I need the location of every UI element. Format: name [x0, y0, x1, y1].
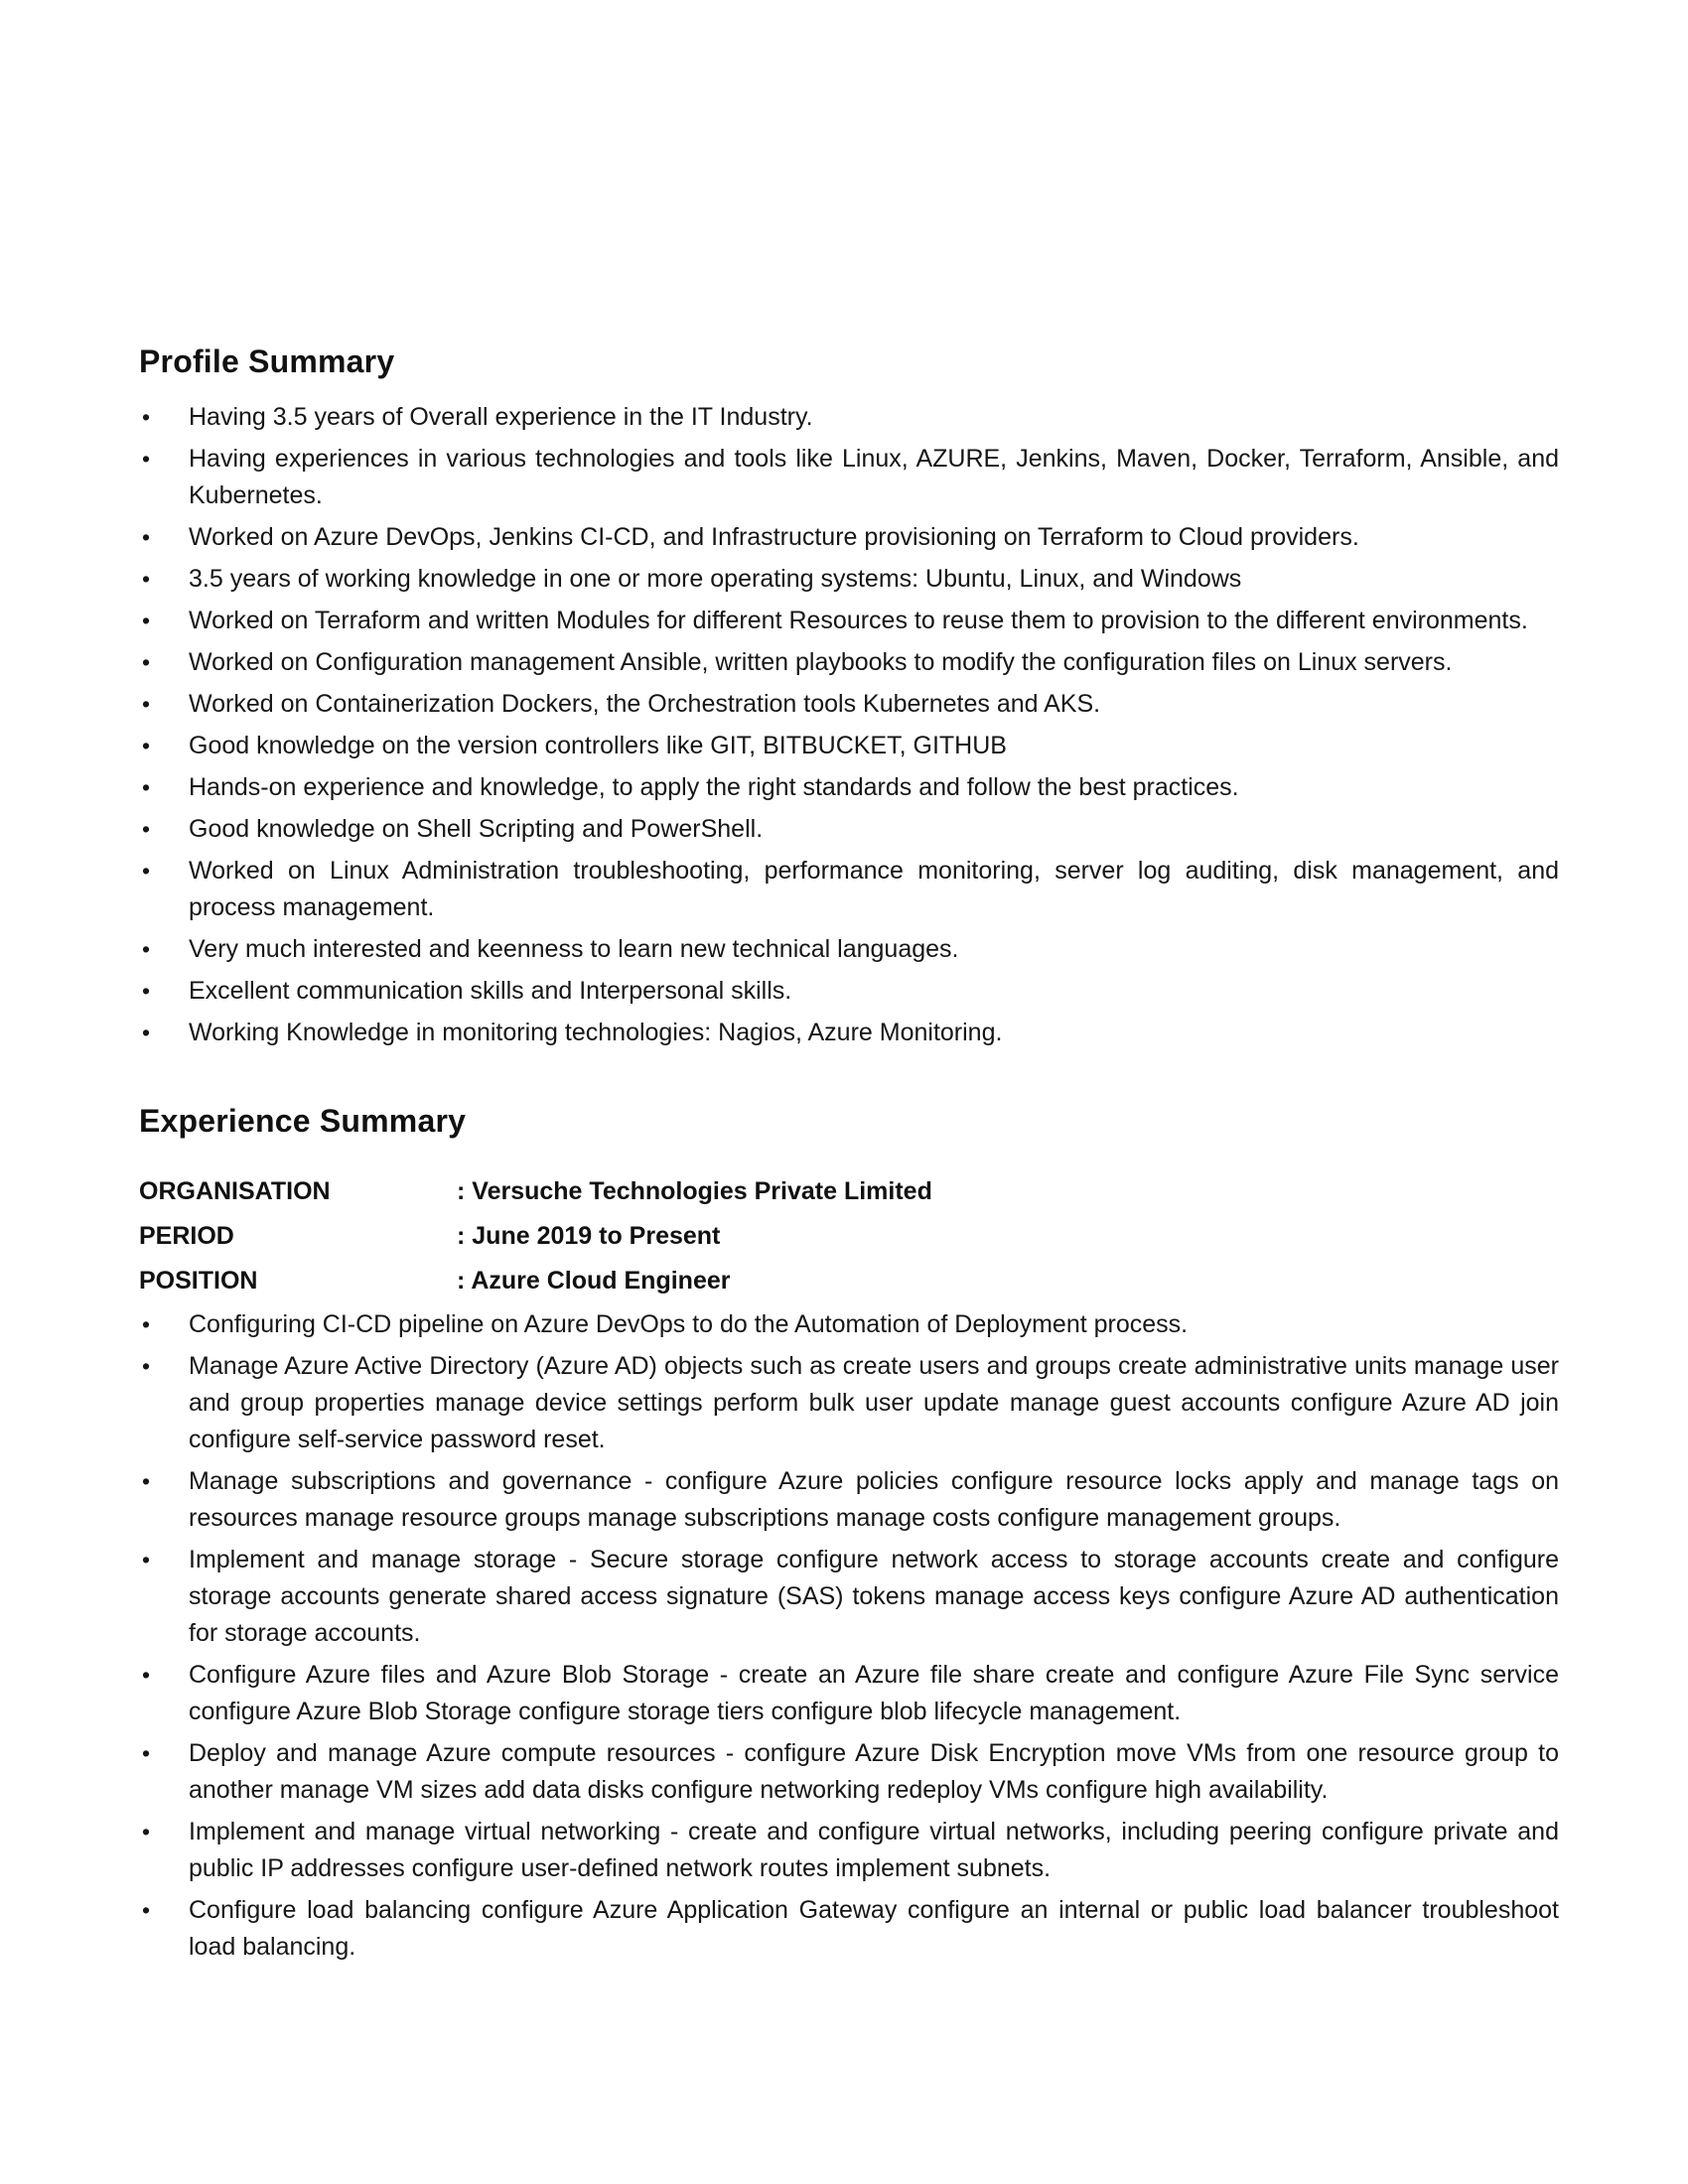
period-label: PERIOD [139, 1222, 234, 1250]
profile-bullet-item: • Very much interested and keenness to learn new technical languages. [139, 931, 1559, 968]
profile-bullet-item: • Good knowledge on Shell Scripting and PowerShell. [139, 811, 1559, 848]
profile-bullet-item: • Good knowledge on the version controllers like GIT, BITBUCKET, GITHUB [139, 728, 1559, 764]
period-row [139, 1217, 1559, 1255]
experience-bullet-item: • Deploy and manage Azure compute resources - configure Azure Disk Encryption move VMs from one resource group to another manage VM sizes add data disks configure networking redeploy VMs configure high availability. [139, 1735, 1559, 1809]
profile-bullet-item: • Having experiences in various technologies and tools like Linux, AZURE, Jenkins, Maven, Docker, Terraform, Ansible, and Kubernetes. [139, 441, 1559, 514]
profile-bullet-item: • Worked on Containerization Dockers, the Orchestration tools Kubernetes and AKS. [139, 686, 1559, 723]
experience-bullet-item: • Configure load balancing configure Azure Application Gateway configure an internal or public load balancer troubleshoot load balancing. [139, 1892, 1559, 1966]
profile-bullet-item: • Hands-on experience and knowledge, to apply the right standards and follow the best practices. [139, 769, 1559, 806]
organisation-label: ORGANISATION [139, 1177, 331, 1205]
experience-summary-list [139, 1306, 1559, 1966]
experience-details [139, 1172, 1559, 1299]
experience-bullet-item: • Configure Azure files and Azure Blob Storage - create an Azure file share create and configure Azure File Sync service configure Azure Blob Storage configure storage tiers configure blob lifecycle management. [139, 1657, 1559, 1730]
organisation-row [139, 1172, 1559, 1210]
profile-bullet-item: • 3.5 years of working knowledge in one or more operating systems: Ubuntu, Linux, and Windows [139, 561, 1559, 598]
position-value: : Azure Cloud Engineer [457, 1267, 731, 1295]
profile-bullet-item: • Worked on Azure DevOps, Jenkins CI-CD, and Infrastructure provisioning on Terraform to Cloud providers. [139, 519, 1559, 556]
profile-bullet-item: • Excellent communication skills and Interpersonal skills. [139, 973, 1559, 1010]
profile-bullet-item: • Having 3.5 years of Overall experience in the IT Industry. [139, 399, 1559, 436]
profile-bullet-item: • Worked on Linux Administration troubleshooting, performance monitoring, server log auditing, disk management, and process management. [139, 853, 1559, 926]
profile-bullet-item: • Worked on Terraform and written Modules for different Resources to reuse them to provision to the different environments. [139, 603, 1559, 639]
experience-bullet-item: • Configuring CI-CD pipeline on Azure DevOps to do the Automation of Deployment process. [139, 1306, 1559, 1343]
profile-summary-list [139, 399, 1559, 1051]
profile-bullet-item: • Worked on Configuration management Ansible, written playbooks to modify the configuration files on Linux servers. [139, 644, 1559, 681]
position-row [139, 1262, 1559, 1299]
profile-bullet-item: • Working Knowledge in monitoring technologies: Nagios, Azure Monitoring. [139, 1015, 1559, 1051]
experience-summary-heading: Experience Summary [139, 1103, 467, 1139]
experience-bullet-item: • Implement and manage virtual networking - create and configure virtual networks, including peering configure private and public IP addresses configure user-defined network routes implement subnets. [139, 1814, 1559, 1887]
profile-summary-heading: Profile Summary [139, 343, 395, 379]
experience-bullet-item: • Manage subscriptions and governance - configure Azure policies configure resource locks apply and manage tags on resources manage resource groups manage subscriptions manage costs configure management groups. [139, 1463, 1559, 1537]
experience-bullet-item: • Implement and manage storage - Secure storage configure network access to storage accounts create and configure storage accounts generate shared access signature (SAS) tokens manage access keys configure Azure AD authentication for storage accounts. [139, 1542, 1559, 1652]
period-value: : June 2019 to Present [457, 1222, 721, 1250]
organisation-value: : Versuche Technologies Private Limited [457, 1177, 932, 1205]
experience-bullet-item: • Manage Azure Active Directory (Azure AD) objects such as create users and groups create administrative units manage user and group properties manage device settings perform bulk user update manage guest accounts configure Azure AD join configure self-service password reset. [139, 1348, 1559, 1458]
position-label: POSITION [139, 1267, 258, 1295]
